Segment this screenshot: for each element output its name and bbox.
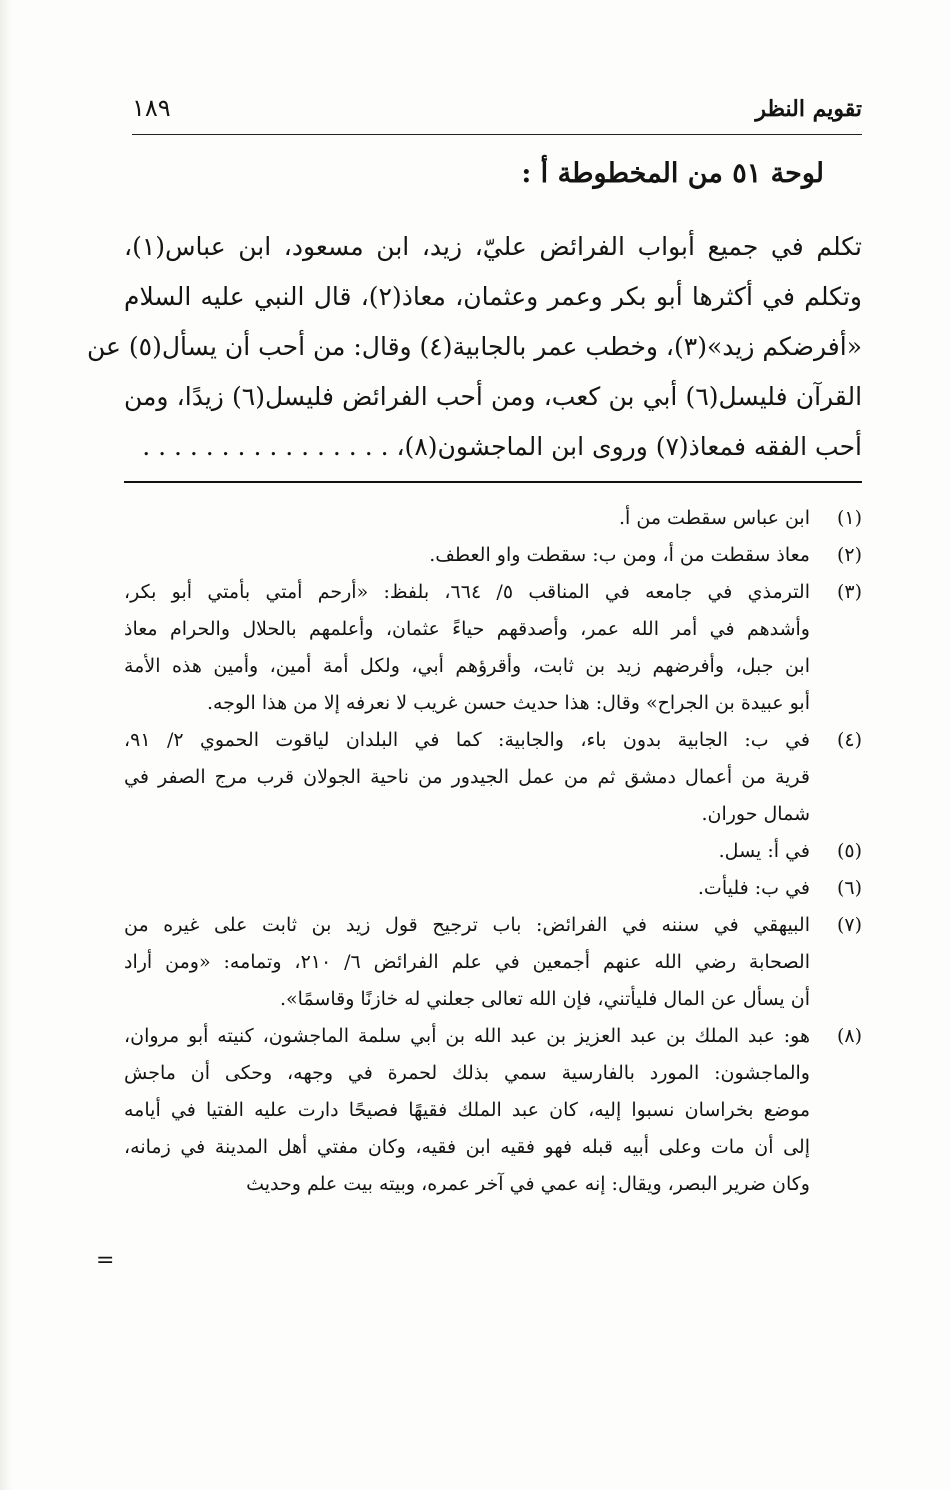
footnote-line: موضع بخراسان نسبوا إليه، كان عبد الملك فقيهًا فصيحًا دارت عليه الفتيا في أيامه bbox=[124, 1099, 810, 1121]
footnote-line: قرية من أعمال دمشق ثم من عمل الجيدور من ناحية الجولان قرب مرج الصفر في bbox=[124, 766, 810, 788]
main-text-line: «أفرضكم زيد»(٣)، وخطب عمر بالجابية(٤) وقال: من أحب أن يسأل(٥) عن bbox=[87, 332, 862, 361]
footnote-line: الصحابة رضي الله عنهم أجمعين في علم الفرائض ٦/ ٢١٠، وتمامه: «ومن أراد bbox=[124, 951, 810, 973]
footnote-line: أبو عبيدة بن الجراح» وقال: هذا حديث حسن غريب لا نعرفه إلا من هذا الوجه. bbox=[206, 692, 810, 714]
footnote-4 bbox=[124, 722, 862, 833]
footnote-3 bbox=[124, 574, 862, 722]
footnote-number: (٣) bbox=[836, 581, 862, 603]
footnote-line: في أ: يسل. bbox=[718, 840, 810, 862]
footnote-number: (٢) bbox=[836, 544, 862, 566]
footnote-line: شمال حوران. bbox=[701, 803, 810, 825]
footnote-number: (٤) bbox=[836, 729, 862, 751]
footnote-line: الترمذي في جامعه في المناقب ٥/ ٦٦٤، بلفظ: «أرحم أمتي بأمتي أبو بكر، bbox=[124, 581, 810, 603]
footnote-1 bbox=[124, 500, 862, 537]
page-header bbox=[132, 94, 862, 134]
main-text-line: القرآن فليسل(٦) أبي بن كعب، ومن أحب الفرائض فليسل(٦) زيدًا، ومن bbox=[124, 382, 863, 411]
main-text-line: أحب الفقه فمعاذ(٧) وروى ابن الماجشون(٨)، . . . . . . . . . . . . . . . . bbox=[142, 432, 862, 461]
running-title: تقويم النظر bbox=[755, 96, 862, 122]
footnote-line: وكان ضرير البصر، ويقال: إنه عمي في آخر عمره، وبيته بيت علم وحديث bbox=[246, 1173, 810, 1195]
scan-edge-shadow bbox=[0, 0, 12, 1490]
main-text-line: تكلم في جميع أبواب الفرائض عليّ، زيد، ابن مسعود، ابن عباس(١)، bbox=[124, 232, 862, 261]
continuation-mark: = bbox=[96, 1248, 115, 1273]
footnote-number: (١) bbox=[836, 507, 862, 529]
footnote-separator bbox=[124, 481, 862, 483]
footnote-line: في ب: الجابية بدون باء، والجابية: كما في البلدان لياقوت الحموي ٢/ ٩١، bbox=[124, 729, 810, 751]
footnote-7 bbox=[124, 907, 862, 1018]
footnote-line: أن يسأل عن المال فليأتني، فإن الله تعالى جعلني له خازنًا وقاسمًا». bbox=[279, 988, 810, 1010]
footnote-line: وأشدهم في أمر الله عمر، وأصدقهم حياءً عثمان، وأعلمهم بالحلال والحرام معاذ bbox=[124, 618, 810, 640]
footnote-number: (٨) bbox=[836, 1025, 862, 1047]
footnote-line: في ب: فليأت. bbox=[697, 877, 810, 899]
footnote-line: ابن جبل، وأفرضهم زيد بن ثابت، وأقرؤهم أبي، ولكل أمة أمين، وأمين هذه الأمة bbox=[124, 655, 810, 677]
main-text bbox=[87, 222, 863, 472]
section-heading: لوحة ٥١ من المخطوطة أ : bbox=[521, 158, 824, 189]
footnotes bbox=[124, 500, 862, 1203]
footnote-number: (٧) bbox=[836, 914, 862, 936]
footnote-8 bbox=[124, 1018, 862, 1203]
page-number: ١٨٩ bbox=[132, 94, 171, 122]
footnote-5 bbox=[124, 833, 862, 870]
footnote-number: (٥) bbox=[836, 840, 862, 862]
main-text-line: وتكلم في أكثرها أبو بكر وعمر وعثمان، معاذ(٢)، قال النبي عليه السلام bbox=[124, 282, 862, 311]
footnote-line: معاذ سقطت من أ، ومن ب: سقطت واو العطف. bbox=[429, 544, 810, 566]
footnote-line: هو: عبد الملك بن عبد العزيز بن عبد الله بن أبي سلمة الماجشون، كنيته أبو مروان، bbox=[124, 1025, 810, 1047]
footnote-number: (٦) bbox=[836, 877, 862, 899]
footnote-line: والماجشون: المورد بالفارسية سمي بذلك لحمرة في وجهه، وحكى أن ماجش bbox=[124, 1062, 810, 1084]
header-rule bbox=[132, 134, 862, 135]
footnote-line: البيهقي في سننه في الفرائض: باب ترجيح قول زيد بن ثابت على غيره من bbox=[124, 914, 810, 936]
footnote-line: ابن عباس سقطت من أ. bbox=[619, 507, 810, 529]
footnote-2 bbox=[124, 537, 862, 574]
footnote-line: إلى أن مات وعلى أبيه قبله فهو فقيه ابن فقيه، وكان مفتي أهل المدينة في زمانه، bbox=[124, 1136, 810, 1158]
footnote-6 bbox=[124, 870, 862, 907]
